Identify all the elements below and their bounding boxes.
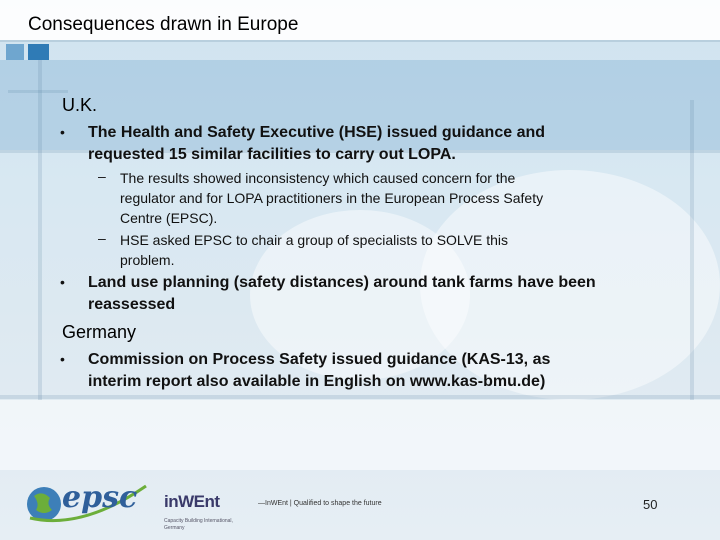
sub-bullet-marker: – [98,230,106,246]
page-number: 50 [643,497,658,512]
sub-line: Centre (EPSC). [120,210,218,226]
bullet-line: Land use planning (safety distances) around tank farms have been [88,274,596,291]
slide-title: Consequences drawn in Europe [28,14,299,35]
bullet-text [88,272,596,316]
sub-line: problem. [120,252,175,268]
sub-bullet-marker: – [98,168,106,184]
sub-line: The results showed inconsistency which caused concern for the [120,170,516,186]
bullet-line: interim report also available in English on www.kas-bmu.de) [88,373,546,390]
epsc-logo-text: epsc [62,480,138,515]
germany-bullet-1 [60,349,670,393]
germany-heading: Germany [62,322,137,342]
epsc-logo [22,474,152,530]
uk-bullet-1 [60,122,670,166]
footer-tagline: —InWEnt | Qualified to shape the future [258,500,382,507]
bullet-line: reassessed [88,296,176,313]
sub-line: regulator and for LOPA practitioners in the European Process Safety [120,190,544,206]
bullet-marker: • [60,274,65,290]
bullet-line: Commission on Process Safety issued guidance (KAS-13, as [88,351,551,368]
uk-bullet-2 [60,272,670,316]
bullet-marker: • [60,124,65,140]
uk-heading: U.K. [62,95,98,115]
bullet-text [88,349,550,393]
bullet-text [88,122,545,166]
invent-logo: inWEnt [164,492,220,511]
bullet-marker: • [60,351,65,367]
uk-sub-bullet-1 [98,168,658,228]
uk-sub-bullet-2 [98,230,658,270]
sub-line: HSE asked EPSC to chair a group of specialists to SOLVE this [120,232,509,248]
invent-subtitle: Capacity Building International, Germany [164,518,233,531]
bullet-line: The Health and Safety Executive (HSE) issued guidance and [88,124,546,141]
bullet-line: requested 15 similar facilities to carry out LOPA. [88,146,456,163]
sub-bullet-text [120,168,543,228]
sub-bullet-text [120,230,508,270]
